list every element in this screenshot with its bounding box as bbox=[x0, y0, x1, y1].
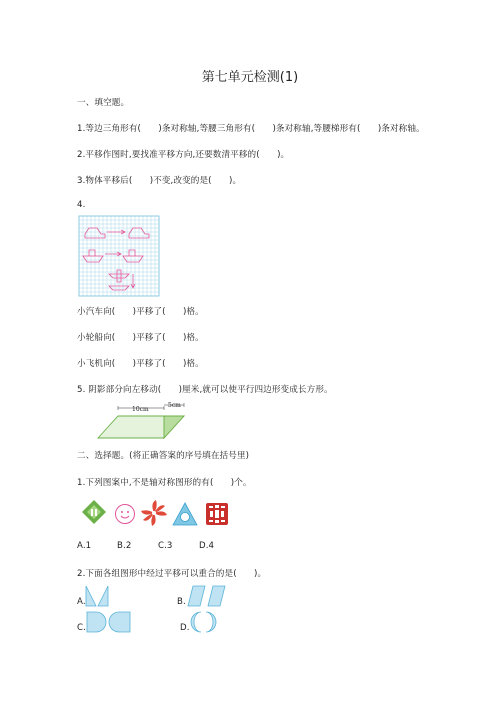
question-1-1: 1.等边三角形有( )条对称轴,等腰三角形有( )条对称轴,等腰梯形有( )条对称轴。 bbox=[77, 124, 425, 134]
option-b: B.2 bbox=[117, 541, 132, 551]
section1-heading: 一、填空题。 bbox=[77, 98, 130, 108]
question-1-3: 3.物体平移后( )不变,改变的是( )。 bbox=[77, 176, 242, 186]
parallelogram-figure bbox=[94, 400, 194, 442]
triangle-circle-icon bbox=[172, 502, 198, 526]
shape-option-d-label: D. bbox=[180, 623, 190, 633]
shape-option-c-icon bbox=[86, 611, 132, 633]
ship-arrow bbox=[105, 252, 121, 256]
label-10cm: 10cm bbox=[132, 406, 149, 413]
shape-option-d-icon bbox=[189, 611, 219, 633]
shape-option-a-icon bbox=[85, 585, 111, 607]
option-a: A.1 bbox=[77, 541, 92, 551]
question-1-4-plane: 小飞机向( )平移了( )格。 bbox=[77, 359, 204, 369]
shape-option-b-icon bbox=[187, 585, 227, 607]
smiley-face-icon bbox=[114, 503, 136, 525]
option-d: D.4 bbox=[199, 541, 215, 551]
question-2-1: 1.下列图案中,不是轴对称图形的有( )个。 bbox=[77, 478, 252, 488]
pinwheel-icon bbox=[140, 499, 168, 527]
translation-grid-figure bbox=[79, 216, 159, 296]
shape-option-c-label: C. bbox=[77, 623, 86, 633]
page-title: 第七单元检测(1) bbox=[201, 70, 299, 85]
option-c: C.3 bbox=[158, 541, 173, 551]
question-1-5: 5. 阴影部分向左移动( )厘米,就可以使平行四边形变成长方形。 bbox=[77, 385, 333, 395]
label-5cm: 5cm bbox=[168, 402, 181, 409]
question-1-4-ship: 小轮船向( )平移了( )格。 bbox=[77, 333, 204, 343]
section2-heading: 二、选择题。(将正确答案的序号填在括号里) bbox=[77, 451, 250, 461]
question-1-4-car: 小汽车向( )平移了( )格。 bbox=[77, 307, 204, 317]
car-arrow bbox=[107, 230, 125, 234]
question-1-2: 2.平移作图时,要找准平移方向,还要数清平移的( )。 bbox=[77, 150, 290, 160]
shape-option-b-label: B. bbox=[177, 597, 186, 607]
shaded-triangle bbox=[164, 416, 184, 438]
question-2-2: 2.下面各组图形中经过平移可以重合的是( )。 bbox=[77, 569, 267, 579]
pattern-diamond-icon bbox=[81, 499, 107, 525]
paper-cut-pattern-icon bbox=[204, 501, 230, 527]
question-1-4-number: 4. bbox=[77, 200, 86, 210]
shape-option-a-label: A. bbox=[77, 597, 86, 607]
